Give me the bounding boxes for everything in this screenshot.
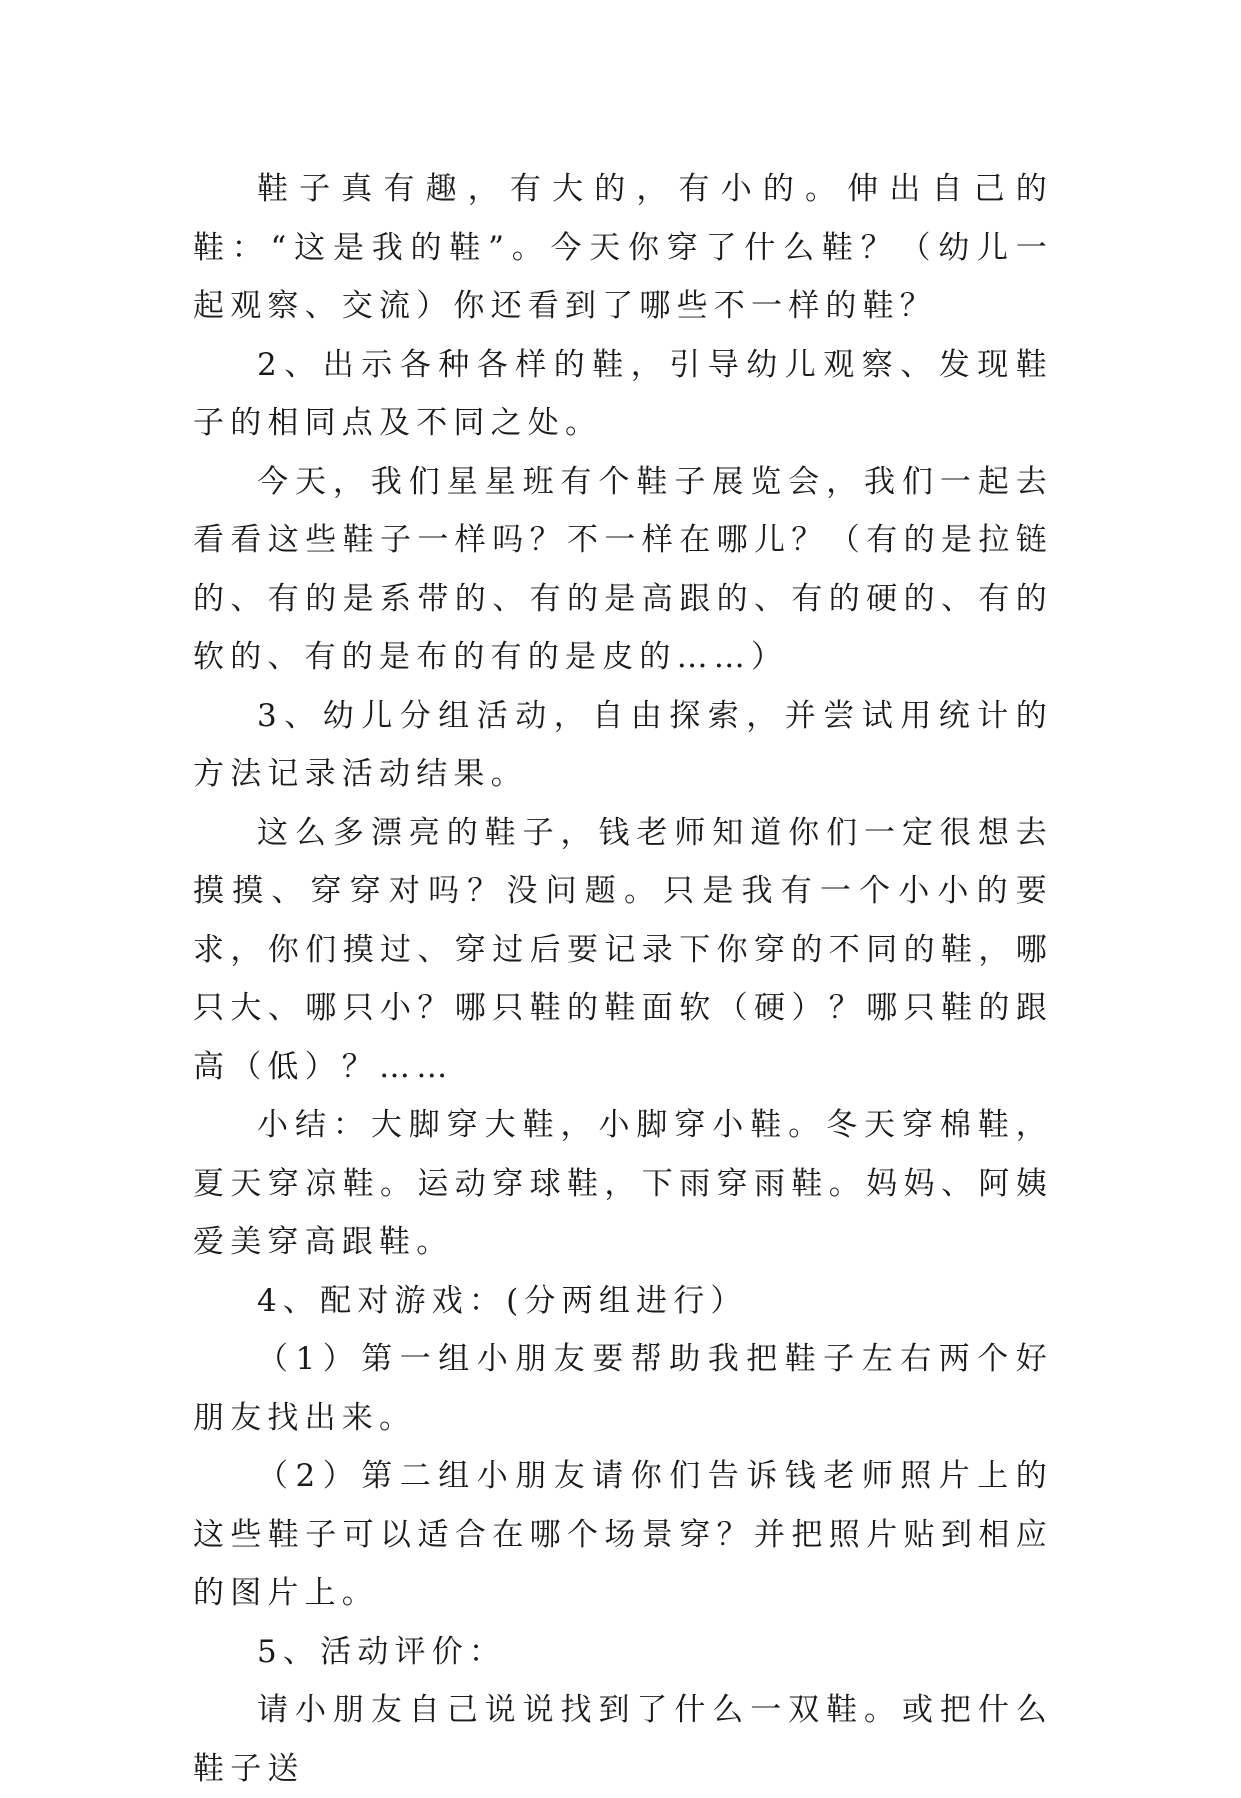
paragraph-step-5: 5、活动评价： (257, 1633, 507, 1670)
paragraph-step-3: 3、幼儿分组活动，自由探索，并尝试用统计的方法记录活动结果。 (193, 697, 1053, 792)
paragraph-group-2: （2）第二组小朋友请你们告诉钱老师照片上的这些鞋子可以适合在哪个场景穿？并把照片贴到相应的图片上。 (193, 1458, 1053, 1611)
paragraph-evaluation: 请小朋友自己说说找到了什么一双鞋。或把什么鞋子送 (193, 1692, 1053, 1787)
paragraph-summary: 小结：大脚穿大鞋，小脚穿小鞋。冬天穿棉鞋，夏天穿凉鞋。运动穿球鞋，下雨穿雨鞋。妈妈、阿姨爱美穿高跟鞋。 (193, 1107, 1053, 1260)
paragraph-group-1: （1）第一组小朋友要帮助我把鞋子左右两个好朋友找出来。 (193, 1341, 1053, 1436)
document-body (193, 160, 1053, 1798)
paragraph-shoes-intro: 鞋子真有趣，有大的，有小的。伸出自己的鞋：“这是我的鞋”。今天你穿了什么鞋？（幼儿一起观察、交流）你还看到了哪些不一样的鞋？ (193, 171, 1053, 324)
paragraph-try-on: 这么多漂亮的鞋子，钱老师知道你们一定很想去摸摸、穿穿对吗？没问题。只是我有一个小小的要求，你们摸过、穿过后要记录下你穿的不同的鞋，哪只大、哪只小？哪只鞋的鞋面软（硬）？哪只鞋的跟高（低）？…… (193, 814, 1053, 1085)
paragraph-step-2: 2、出示各种各样的鞋，引导幼儿观察、发现鞋子的相同点及不同之处。 (193, 346, 1053, 441)
paragraph-step-4: 4、配对游戏：(分两组进行） (257, 1282, 748, 1319)
paragraph-exhibition: 今天，我们星星班有个鞋子展览会，我们一起去看看这些鞋子一样吗？不一样在哪儿？（有的是拉链的、有的是系带的、有的是高跟的、有的硬的、有的软的、有的是布的有的是皮的……） (193, 463, 1053, 675)
